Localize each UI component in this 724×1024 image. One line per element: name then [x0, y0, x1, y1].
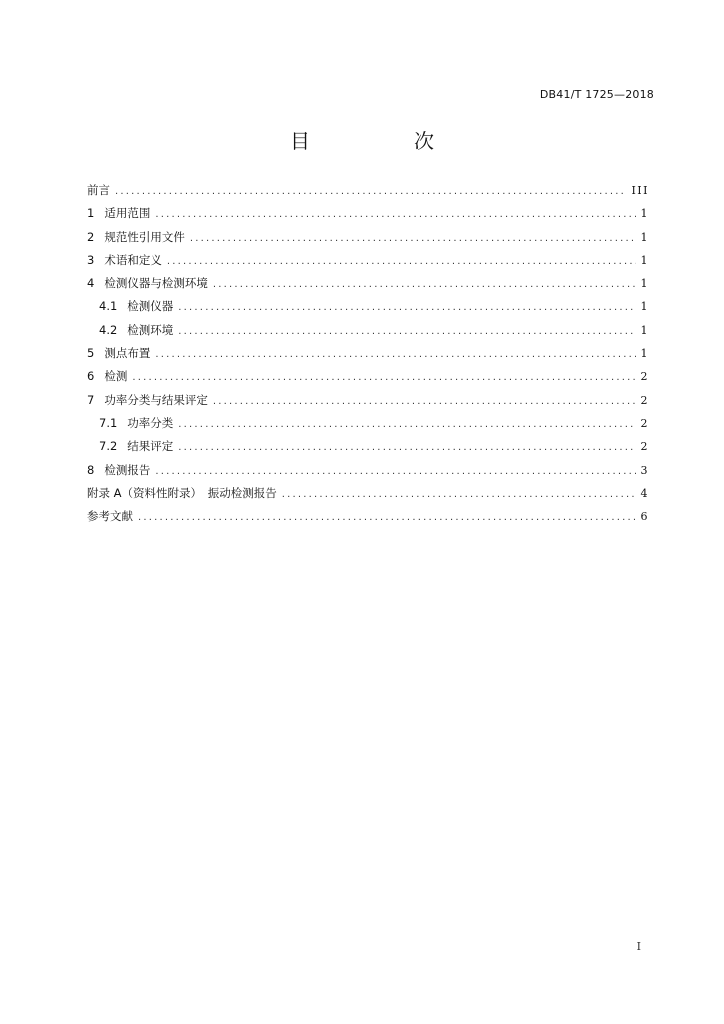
toc-entry-4-1[interactable]	[87, 298, 649, 321]
toc-entry-label: 检测	[104, 369, 128, 384]
toc-entry-page: III	[631, 184, 649, 197]
toc-entry-appendix-a[interactable]	[87, 485, 649, 508]
toc-entry-number: 7.1	[99, 415, 118, 430]
toc-entry-label: 检测仪器与检测环境	[104, 276, 208, 291]
dot-leader	[178, 326, 635, 337]
toc-entry-4[interactable]	[87, 275, 649, 298]
page-number: I	[636, 940, 641, 953]
toc-entry-number: 7.2	[99, 439, 118, 454]
toc-entry-3[interactable]	[87, 252, 649, 275]
toc-entry-7-2[interactable]	[87, 438, 649, 461]
toc-entry-page: 1	[640, 230, 649, 244]
toc-entry-label: 附录 A（资料性附录） 振动检测报告	[87, 485, 277, 500]
page-title: 目 次	[290, 129, 476, 153]
dot-leader	[213, 396, 636, 407]
toc-entry-1[interactable]	[87, 205, 649, 228]
toc-entry-number: 3	[87, 252, 95, 267]
toc-entry-page: 4	[640, 486, 649, 500]
toc-entry-page: 1	[640, 300, 649, 314]
toc-entry-label: 功率分类	[127, 415, 174, 430]
dot-leader	[155, 209, 635, 220]
dot-leader	[138, 512, 636, 523]
toc-entry-page: 1	[640, 253, 649, 267]
dot-leader	[190, 233, 636, 244]
toc-entry-label: 规范性引用文件	[104, 229, 185, 244]
toc-entry-label: 术语和定义	[104, 252, 162, 267]
toc-entry-page: 1	[640, 347, 649, 361]
dot-leader	[178, 419, 635, 430]
toc-entry-page: 2	[640, 370, 649, 384]
toc-entry-page: 1	[640, 277, 649, 291]
toc-entry-number: 2	[87, 229, 95, 244]
toc-entry-label: 参考文献	[87, 509, 133, 524]
dot-leader	[282, 489, 636, 500]
toc-entry-label: 测点布置	[104, 346, 151, 361]
dot-leader	[132, 372, 635, 383]
dot-leader	[155, 466, 635, 477]
dot-leader	[115, 186, 626, 197]
dot-leader	[178, 302, 635, 313]
toc-entry-number: 8	[87, 462, 95, 477]
dot-leader	[213, 279, 636, 290]
toc-entry-number: 4.1	[99, 299, 118, 314]
toc-entry-number: 6	[87, 369, 95, 384]
toc-entry-page: 1	[640, 323, 649, 337]
toc-entry-number: 4.2	[99, 322, 118, 337]
toc-entry-page: 1	[640, 207, 649, 221]
toc-entry-page: 6	[640, 510, 649, 524]
toc-entry-label: 检测报告	[104, 462, 151, 477]
toc-entry-page: 2	[640, 393, 649, 407]
toc-entry-6[interactable]	[87, 368, 649, 391]
toc-entry-label: 前言	[87, 183, 110, 197]
toc-entry-number: 7	[87, 392, 95, 407]
dot-leader	[178, 442, 635, 453]
toc-entry-number: 5	[87, 346, 95, 361]
toc-entry-8[interactable]	[87, 462, 649, 485]
toc-entry-label: 结果评定	[127, 439, 174, 454]
toc-entry-page: 2	[640, 440, 649, 454]
toc-entry-5[interactable]	[87, 345, 649, 368]
toc-entry-bibliography[interactable]	[87, 508, 649, 531]
dot-leader	[167, 256, 636, 267]
toc-entry-number: 1	[87, 206, 95, 221]
toc-entry-7-1[interactable]	[87, 415, 649, 438]
toc-entry-page: 2	[640, 416, 649, 430]
toc-entry-7[interactable]	[87, 392, 649, 415]
table-of-contents	[87, 182, 649, 531]
toc-entry-number: 4	[87, 276, 95, 291]
toc-entry-label: 功率分类与结果评定	[104, 392, 208, 407]
toc-entry-label: 检测环境	[127, 322, 174, 337]
toc-entry-foreword[interactable]	[87, 182, 649, 205]
toc-entry-page: 3	[640, 463, 649, 477]
toc-entry-label: 检测仪器	[127, 299, 174, 314]
toc-entry-2[interactable]	[87, 229, 649, 252]
toc-entry-4-2[interactable]	[87, 322, 649, 345]
dot-leader	[155, 349, 635, 360]
standard-code: DB41/T 1725—2018	[539, 88, 654, 101]
toc-entry-label: 适用范围	[104, 206, 151, 221]
